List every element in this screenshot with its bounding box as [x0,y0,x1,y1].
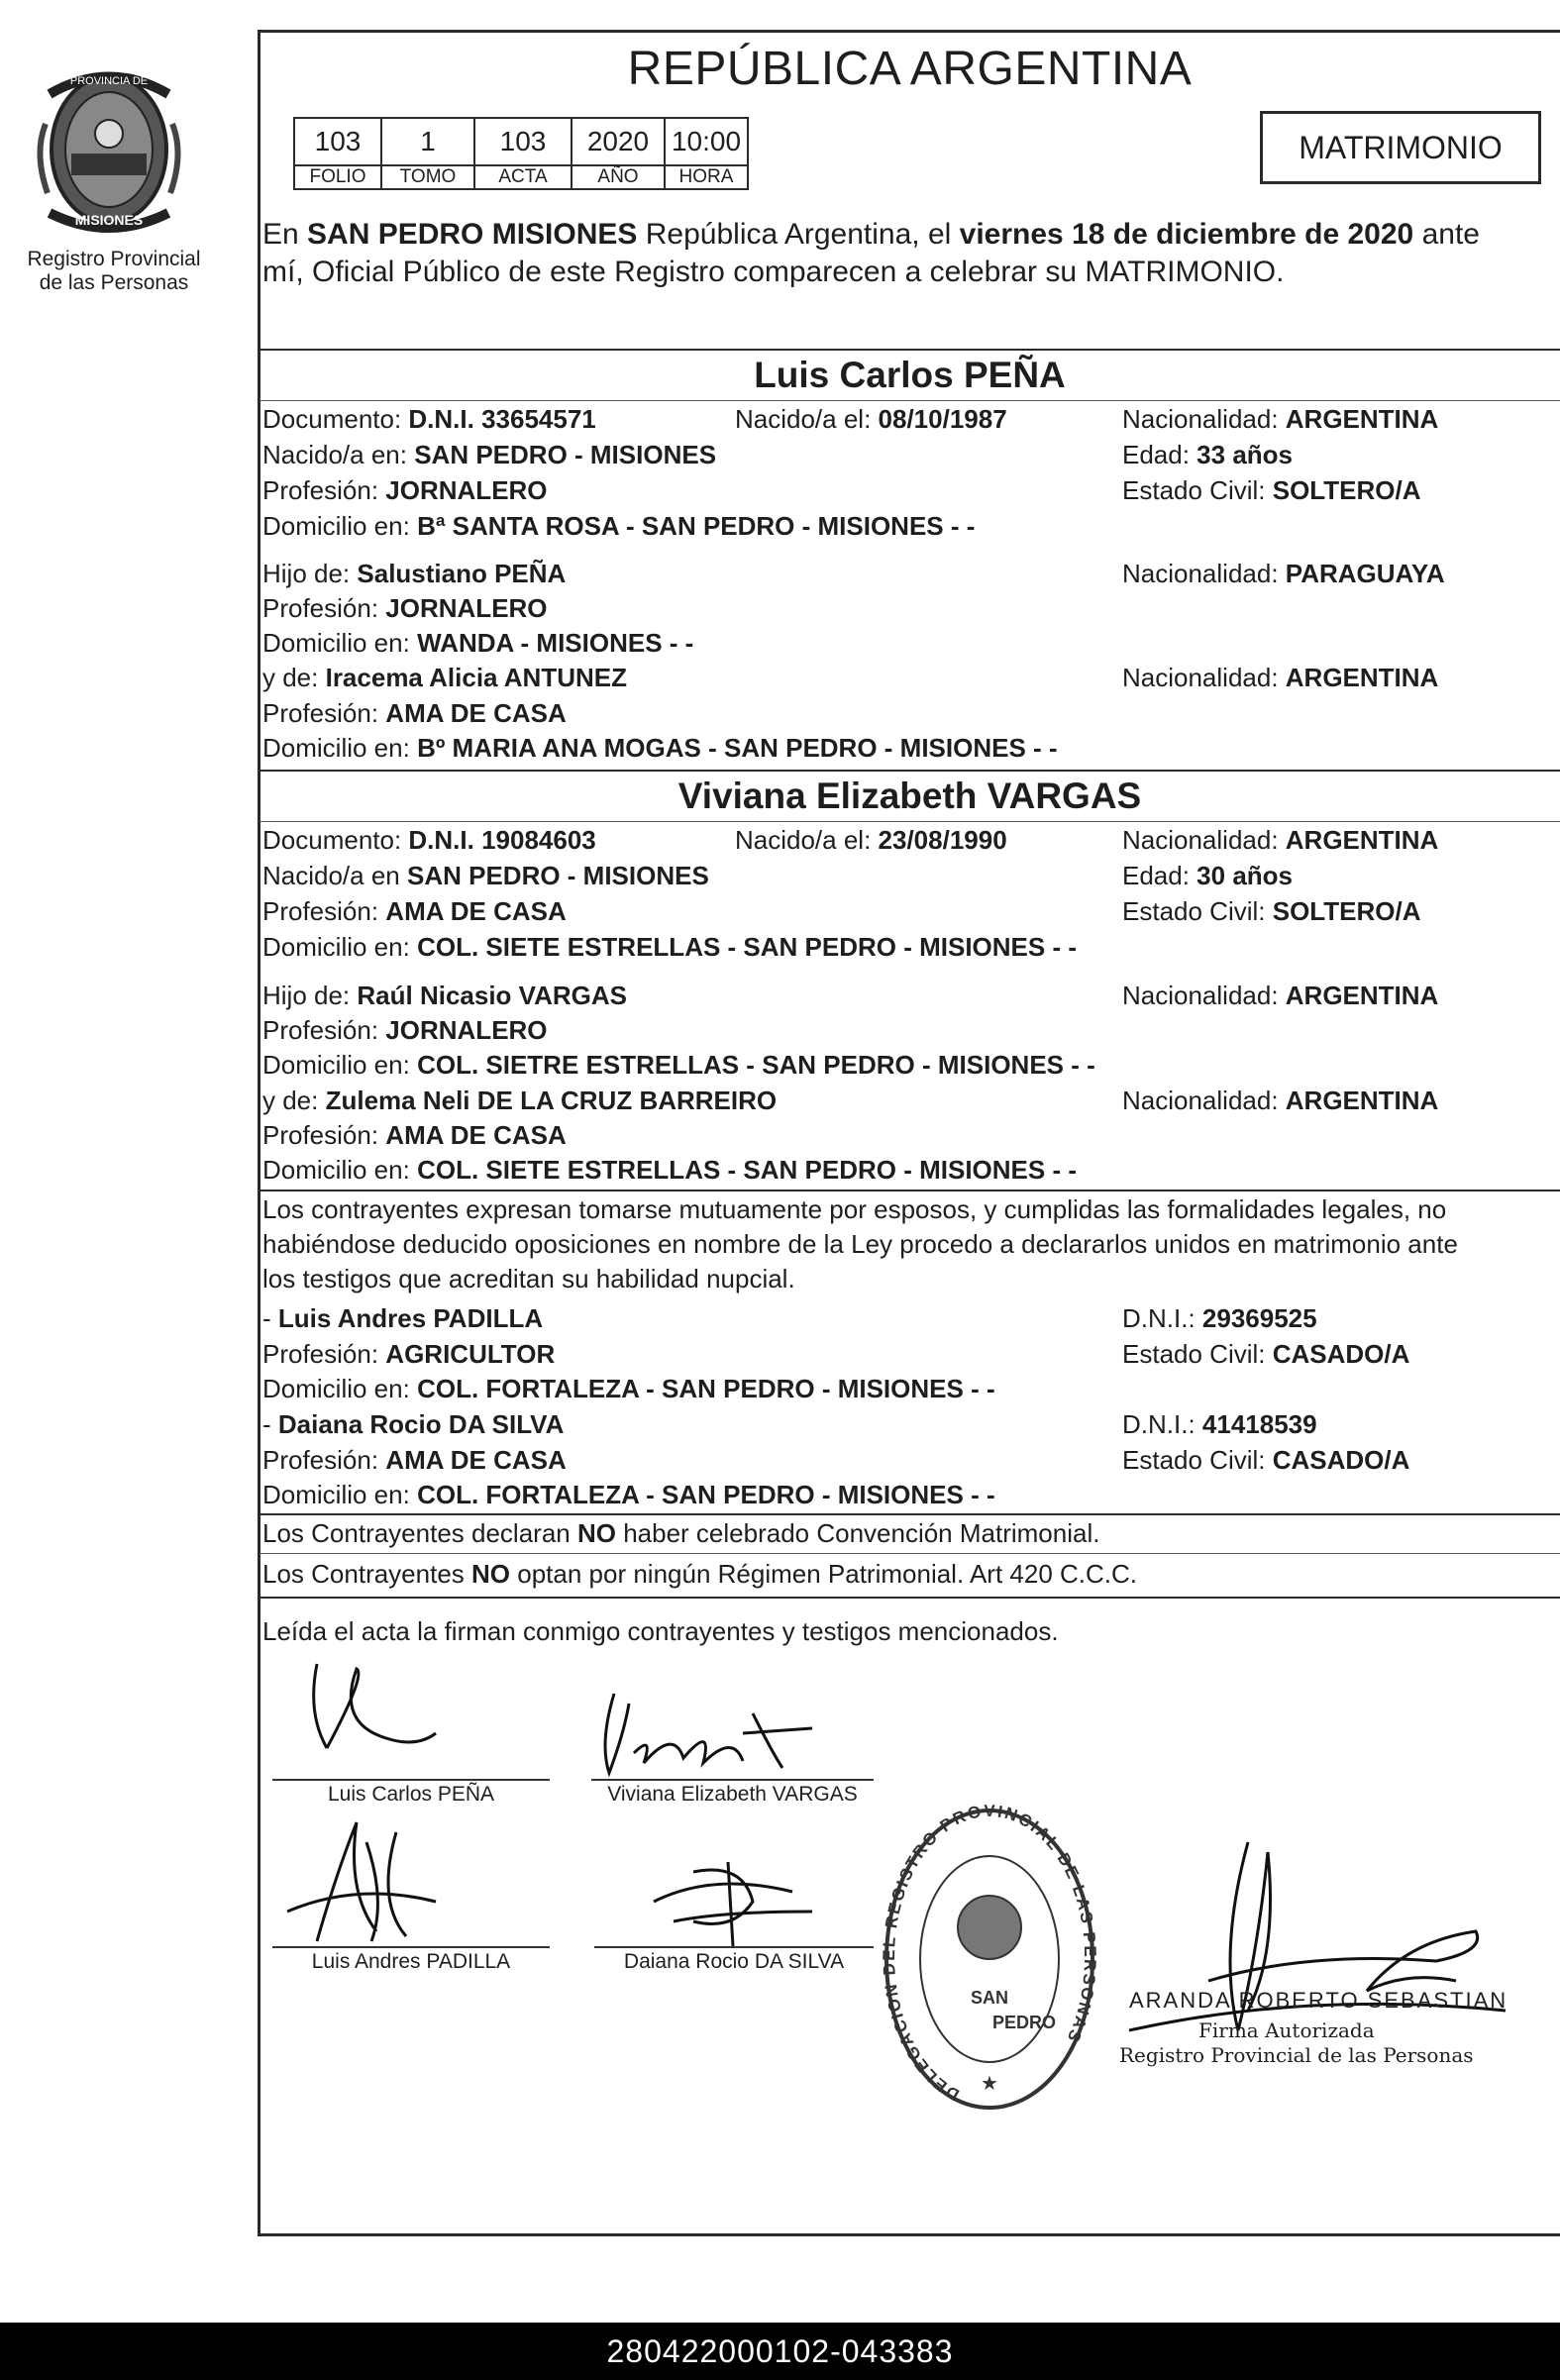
intro-line-2: mí, Oficial Público de este Registro comparecen a celebrar su MATRIMONIO. [262,256,1285,288]
groom-father: Hijo de: Salustiano PEÑA [262,559,567,588]
province-emblem [30,54,188,243]
groom-father-profession: Profesión: JORNALERO [262,593,548,623]
divider [260,770,1560,772]
groom-signature-label: Luis Carlos PEÑA [327,1783,495,1806]
seal-center-text-2: PEDRO [992,2013,1057,2032]
hour-value: 10:00 [665,118,748,165]
groom-mother-profession: Profesión: AMA DE CASA [262,698,567,728]
emblem-top-text: PROVINCIA DE [69,75,149,87]
bride-name: Viviana Elizabeth VARGAS [677,776,1142,816]
groom-mother-nationality: Nacionalidad: ARGENTINA [1122,663,1439,692]
groom-age: Edad: 33 años [1122,440,1293,469]
divider [260,400,1560,401]
bride-father-address: Domicilio en: COL. SIETRE ESTRELLAS - SAN PEDRO - MISIONES - - [262,1050,1095,1080]
groom-mother-address: Domicilio en: Bº MARIA ANA MOGAS - SAN PEDRO - MISIONES - - [262,733,1058,763]
groom-nationality: Nacionalidad: ARGENTINA [1122,404,1439,434]
groom-name: Luis Carlos PEÑA [754,355,1066,395]
groom-signature-line [272,1779,550,1781]
witness1-dni: D.N.I.: 29369525 [1122,1303,1317,1333]
folio-label: FOLIO [294,165,381,189]
witness1-signature-line [272,1946,550,1948]
record-type-box: MATRIMONIO [1260,111,1541,184]
convention-line-1: Los Contrayentes declaran NO haber celebrado Convención Matrimonial. [262,1518,1100,1548]
witness2-name: - Daiana Rocio DA SILVA [262,1409,565,1439]
witness2-profession: Profesión: AMA DE CASA [262,1445,567,1475]
groom-profession: Profesión: JORNALERO [262,475,548,505]
witness2-address: Domicilio en: COL. FORTALEZA - SAN PEDRO - MISIONES - - [262,1480,995,1509]
groom-father-address: Domicilio en: WANDA - MISIONES - - [262,628,694,658]
divider [260,349,1560,351]
witness1-civil-status: Estado Civil: CASADO/A [1122,1339,1410,1369]
declaration-line-1: Los contrayentes expresan tomarse mutuamente por esposos, y cumplidas las formalidades legales, no [262,1194,1447,1224]
groom-civil-status: Estado Civil: SOLTERO/A [1122,475,1421,505]
bride-age: Edad: 30 años [1122,861,1293,890]
authority-title: Firma Autorizada [1198,2018,1375,2042]
bride-father: Hijo de: Raúl Nicasio VARGAS [262,981,627,1010]
witness1-name: - Luis Andres PADILLA [262,1303,544,1333]
witness1-signature-icon [277,1812,475,1951]
record-number-table [293,117,749,190]
witness2-signature-icon [634,1852,832,1951]
authority-name: ARANDA ROBERTO SEBASTIAN [1129,1988,1508,2013]
divider [260,821,1560,822]
groom-document: Documento: D.N.I. 33654571 [262,404,596,434]
year-label: AÑO [572,165,665,189]
svg-text:★: ★ [981,2073,998,2095]
declaration-line-3: los testigos que acreditan su habilidad nupcial. [262,1264,795,1293]
witness2-civil-status: Estado Civil: CASADO/A [1122,1445,1410,1475]
emblem-bottom-text: MISIONES [74,212,144,228]
witness1-profession: Profesión: AGRICULTOR [262,1339,556,1369]
groom-birthdate: Nacido/a el: 08/10/1987 [735,404,1007,434]
tomo-value: 1 [381,118,474,165]
registry-name-line2: de las Personas [39,271,189,294]
acta-value: 103 [474,118,572,165]
seal-ring-text: DELEGACION L REGISTRO PROVINCIAL DE LAS P SONAS [882,1801,1097,2105]
bride-signature-label: Viviana Elizabeth VARGAS [607,1783,858,1806]
bride-mother-nationality: Nacionalidad: ARGENTINA [1122,1086,1439,1115]
declaration-line-2: habiéndose deducido oposiciones en nombre de la Ley procedo a declararlos unidos en matrimonio ante [262,1229,1458,1259]
divider [260,1553,1560,1554]
registry-name-line1: Registro Provincial [27,248,201,270]
bride-document: Documento: D.N.I. 19084603 [262,825,596,855]
bride-mother-profession: Profesión: AMA DE CASA [262,1120,567,1150]
bride-mother-address: Domicilio en: COL. SIETE ESTRELLAS - SAN PEDRO - MISIONES - - [262,1155,1077,1185]
witness1-address: Domicilio en: COL. FORTALEZA - SAN PEDRO - MISIONES - - [262,1374,995,1403]
bride-father-nationality: Nacionalidad: ARGENTINA [1122,981,1439,1010]
witness2-signature-label: Daiana Rocio DA SILVA [623,1950,845,1973]
bride-birthdate: Nacido/a el: 23/08/1990 [735,825,1007,855]
divider [260,1190,1560,1191]
signature-intro: Leída el acta la firman conmigo contrayentes y testigos mencionados. [262,1616,1059,1646]
intro-line-1: En SAN PEDRO MISIONES República Argentina, el viernes 18 de diciembre de 2020 ante [262,218,1480,251]
witness2-dni: D.N.I.: 41418539 [1122,1409,1317,1439]
year-value: 2020 [572,118,665,165]
bride-address: Domicilio en: COL. SIETE ESTRELLAS - SAN PEDRO - MISIONES - - [262,932,1077,962]
convention-line-2: Los Contrayentes NO optan por ningún Régimen Patrimonial. Art 420 C.C.C. [262,1559,1138,1589]
groom-mother: y de: Iracema Alicia ANTUNEZ [262,663,627,692]
seal-center-text-1: SAN [971,1988,1009,2008]
tomo-label: TOMO [381,165,474,189]
groom-birthplace: Nacido/a en: SAN PEDRO - MISIONES [262,440,717,469]
bride-signature-line [591,1779,874,1781]
intro-place: SAN PEDRO MISIONES [307,218,638,251]
groom-signature-icon [297,1654,466,1763]
groom-address: Domicilio en: Bª SANTA ROSA - SAN PEDRO - MISIONES - - [262,511,976,541]
groom-father-nationality: Nacionalidad: PARAGUAYA [1122,559,1445,588]
divider [260,1597,1560,1599]
bride-father-profession: Profesión: JORNALERO [262,1015,548,1045]
bride-mother: y de: Zulema Neli DE LA CRUZ BARREIRO [262,1086,778,1115]
document-code: 280422000102-043383 [606,2333,954,2369]
folio-value: 103 [294,118,381,165]
hour-label: HORA [665,165,748,189]
bride-profession: Profesión: AMA DE CASA [262,896,567,926]
country-title: REPÚBLICA ARGENTINA [627,43,1193,95]
official-seal-stamp [882,1801,1097,2118]
authority-office: Registro Provincial de las Personas [1119,2043,1474,2067]
witness1-signature-label: Luis Andres PADILLA [311,1950,511,1973]
bride-signature-icon [584,1674,832,1783]
witness2-signature-line [594,1946,874,1948]
divider [260,1513,1560,1515]
intro-date: viernes 18 de diciembre de 2020 [959,218,1414,251]
bride-civil-status: Estado Civil: SOLTERO/A [1122,896,1421,926]
bride-nationality: Nacionalidad: ARGENTINA [1122,825,1439,855]
bride-birthplace: Nacido/a en SAN PEDRO - MISIONES [262,861,709,890]
acta-label: ACTA [474,165,572,189]
